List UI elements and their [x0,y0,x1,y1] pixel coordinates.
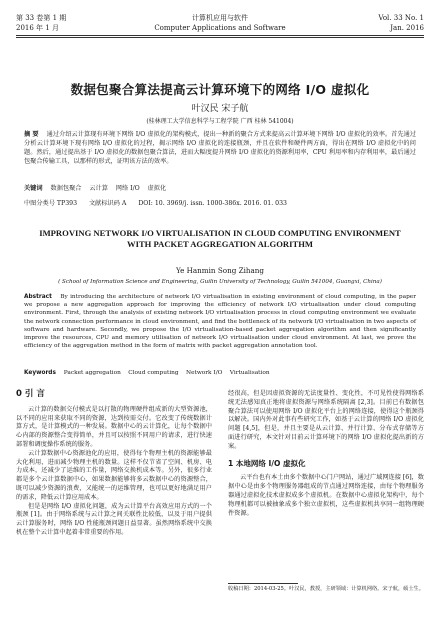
abstract-zh-label: 摘 要 [24,131,39,138]
body-paragraph: 云计算数据中心资源池化的应用，使得每个物理主机的资源能够最大化利用，进而减少物理主机的数量。这样不仅节省了空间、机房、电力成本，还减少了运维的工作量，网络交换机成本等。另外，很多行业都是多个云计算数据中心，如果数据能够将多云数据中心的资源整合，既可以减少资源的浪费，又能统一的运维管理，也可以更好地满足用户的需求，降低云计算应用成本。 [16,449,212,501]
keyword-en: Cloud computing [128,370,179,376]
classification-row [24,198,416,207]
abstract-zh [24,130,416,166]
affiliation-zh: (桂林理工大学信息科学与工程学院 广西 桂林 541004) [146,118,294,125]
abstract-en-label: Abstract [24,294,52,300]
body-paragraph: 云平台也有本土由多个数据中心门户网站，通过广域网连接 [6]，数据中心是由多个物理服务器组成的节点通过网络连接，由每个物理服务器通过虚拟化技术虚拟成多个虚拟机。在数据中心虚拟化架构中，每个物理机都可以被抽象成多个独立虚拟机，这些虚拟机共享同一组物理硬件资源。 [228,474,424,517]
body-paragraph: 云计算的数据交付模式是以打散的物理硬件组成新的大型资源池，以不同的应用来获取不同的资源，达到按需交付。它改变了传统数据计算方式，是计算模式的一种发展。数据中心的云计算化，让每个数据中心内部的资源整合变得简单，并且可以按照不同用户的请求，进行快速部署和调度操作系统的服务。 [16,405,212,448]
keyword-zh: 虚拟化 [147,185,167,192]
authors-en: Ye Hanmin Song Zihang [175,266,265,275]
abstract-en [24,293,416,350]
body-column-left [16,390,212,538]
keywords-zh [24,184,416,193]
keyword-en: Network I/O [186,370,223,376]
header-date: 2016 年 1 月 [16,24,59,32]
header-rule [16,35,424,36]
body-column-right [228,390,424,518]
footnote: 收稿日期：2014-03-25。叶汉民，教授，主研领域：计算机网络。宋子航，硕士生。 [228,586,424,592]
header-volume-en: Vol. 33 No. 1 [378,14,424,22]
header-journal-en: Computer Applications and Software [154,24,286,32]
keywords-en [24,370,416,376]
footnote-rule [228,583,298,584]
abstract-en-text: By introducing the architecture of network I/O virtualisation in existing environment of cloud computing, in the paper we propose a new aggregation approach for improving the efficiency of network I/O virtualisation under cloud computing environment. First, through the analysis of existing network I/O virtualisation process in cloud computing environment we evaluate the network connection performance in cloud environment, and find the bottleneck of its network I/O virtualisation in two aspects of software and hardware. Secondly, we propose the I/O virtualisation-based packet aggregation algorithm and then significantly improve the resources, CPU and memory utilisation of network I/O virtualisation under cloud environment. At last, we prove the efficiency of the aggregation method in the form of matrix with packet aggregation annotation tool. [24,294,416,350]
header-rule-thin [16,37,424,38]
body-paragraph: 但是是网络 I/O 虚拟化问题，成为云计算平台高效应用方式的一个瓶颈 [1]。由于网络系统与云计算之间关联性比较低，以及于用户提供云计算服务时，网络 I/O 性能瓶颈问题日益显著。虽然网络系统中交换机在整个云计算中起着非常重要的作用。 [16,502,212,536]
header-volume: 第 33 卷第 1 期 [16,14,67,22]
keywords-en-label: Keywords [24,370,56,376]
header-date-en: Jan. 2016 [390,24,424,32]
abstract-zh-text: 通过介绍云计算现有环境下网络 I/O 虚拟化的架构模式，提出一种新的聚合方式来提高云计算环境下网络 I/O 虚拟化的效率。首先通过分析云计算环境下现有网络 I/O 虚拟化的过程，揭示网络 I/O 虚拟化的连接瓶颈，并且在软件和硬件两方面，得出在网络 I/O 虚拟化中的问题。然后，通过提出基于 I/O 虚拟化的数据包聚合算法，进而大幅度提升网络 I/O 虚拟化的资源利用率，CPU 利用率和内存利用率，最后通过包聚合传输工具，以那样的形式，证明该方法的效率。 [24,131,417,165]
body-paragraph: 经很高，但是因虚拟资源的无法度量性、变化性，不可见性使得网络系统无法感知真正地将虚拟资源与网络系统隔离 [2,3]。目前已有数据包聚合算法可以使用网络 I/O 虚拟化平台上的网络连接，使得这个瓶颈得以解决。国内外对此事有些研究工作，如基于云计算的网络 I/O 虚拟化问题 [4,5]，但是，并且主要是从云计算、并行计算、分布式存储等方面进行研究，本文针对目前云计算环境下的网络 I/O 虚拟化提出新的方案。 [228,390,424,450]
section-heading-1: 1 本地网络 I/O 虚拟化 [228,458,306,468]
doi: DOI: 10. 3969/j. issn. 1000-386x. 2016. 01. 033 [138,200,287,207]
article-title-zh: 数据包聚合算法提高云计算环境下的网络 I/O 虚拟化 [70,82,370,97]
section-heading-introduction: 0 引 言 [16,389,45,399]
authors-zh: 叶汉民 宋子航 [191,104,249,114]
keyword-zh: 云计算 [89,185,108,192]
keyword-zh: 数据包聚合 [50,185,82,192]
keyword-en: Virtualisation [229,370,270,376]
header-journal-zh: 计算机应用与软件 [192,14,248,22]
document-code: 文献标识码 A [88,200,127,207]
affiliation-en: ( School of Information Science and Engineering, Guilin University of Technology, Guilin 541004, Guangxi, China) [58,279,382,285]
clc-number: 中图分类号 TP393 [24,200,78,207]
article-title-en: IMPROVING NETWORK I/O VIRTUALISATION IN CLOUD COMPUTING ENVIRONMENT WITH PACKET AGGREGATION ALGORITHM [39,228,401,249]
keyword-zh: 网络 I/O [115,185,140,192]
keyword-en: Packet aggregation [63,370,121,376]
keywords-zh-label: 关键词 [24,185,43,192]
